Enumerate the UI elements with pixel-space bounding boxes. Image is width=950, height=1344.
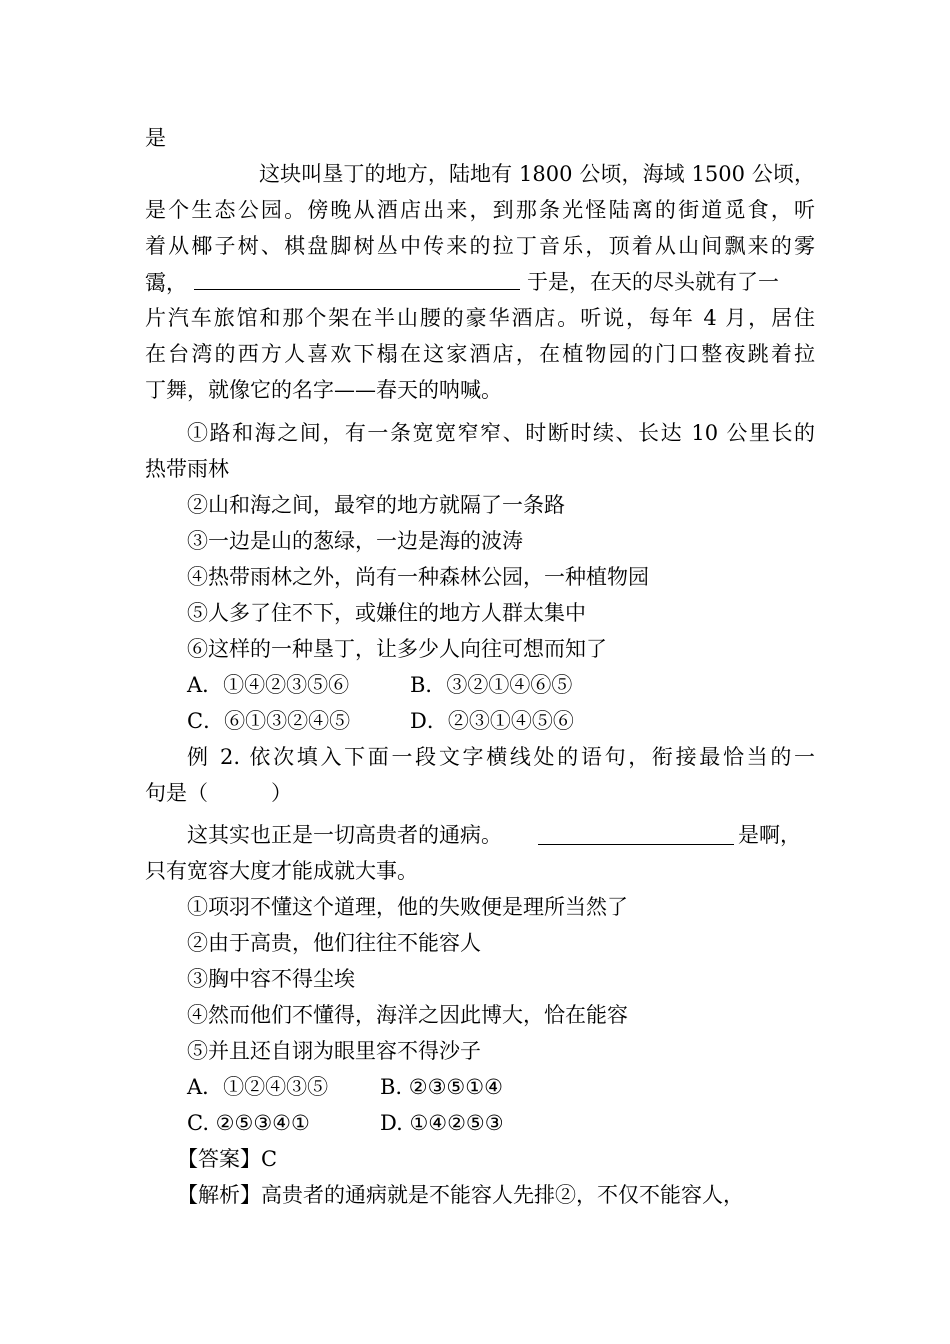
text-segment: 于是，在天的尽头就有了一 xyxy=(527,270,779,294)
text-segment: 是啊， xyxy=(738,823,801,847)
text-line: 热带雨林 xyxy=(145,457,229,481)
text-line: 句是（ ） xyxy=(145,781,292,805)
text-line: ②由于高贵，他们往往不能容人 xyxy=(187,931,481,955)
fill-in-blank xyxy=(538,824,734,845)
text-line: 着从椰子树、棋盘脚树丛中传来的拉丁音乐，顶着从山间飘来的雾 xyxy=(145,234,815,258)
text-line: 片汽车旅馆和那个架在半山腰的豪华酒店。听说，每年 4 月，居住 xyxy=(145,306,815,330)
text-segment: 这其实也正是一切高贵者的通病。 xyxy=(187,823,502,847)
text-line: 这块叫垦丁的地方，陆地有 1800 公顷，海域 1500 公顷， xyxy=(259,162,815,186)
text-line: 是 xyxy=(145,126,166,150)
option-c: C．⑥①③②④⑤ xyxy=(187,709,351,733)
text-line: ⑤并且还自诩为眼里容不得沙子 xyxy=(187,1039,481,1063)
text-segment: 霭， xyxy=(145,271,187,295)
option-a: A．①②④③⑤ xyxy=(187,1075,329,1099)
option-a: A．①④②③⑤⑥ xyxy=(187,673,350,697)
option-d: D．②③①④⑤⑥ xyxy=(410,709,574,733)
text-line: 是个生态公园。傍晚从酒店出来，到那条光怪陆离的街道觅食，听 xyxy=(145,198,815,222)
option-b: B．③②①④⑥⑤ xyxy=(410,673,573,697)
analysis-line: 【解析】高贵者的通病就是不能容人先排②，不仅不能容人， xyxy=(177,1183,744,1207)
text-line: ③胸中容不得尘埃 xyxy=(187,967,355,991)
question-title: 例 2. 依次填入下面一段文字横线处的语句，衔接最恰当的一 xyxy=(187,745,815,769)
text-line xyxy=(145,269,815,295)
text-line xyxy=(187,822,815,848)
text-line: ②山和海之间，最窄的地方就隔了一条路 xyxy=(187,493,565,517)
text-line: ①路和海之间，有一条宽宽窄窄、时断时续、长达 10 公里长的 xyxy=(187,421,815,445)
answer-line: 【答案】C xyxy=(177,1147,278,1171)
option-c: C. ②⑤③④① xyxy=(187,1111,310,1135)
text-line: 只有宽容大度才能成就大事。 xyxy=(145,859,418,883)
text-line: ⑤人多了住不下，或嫌住的地方人群太集中 xyxy=(187,601,586,625)
text-line: ④热带雨林之外，尚有一种森林公园，一种植物园 xyxy=(187,565,649,589)
option-b: B. ②③⑤①④ xyxy=(380,1075,503,1099)
text-line: ③一边是山的葱绿，一边是海的波涛 xyxy=(187,529,523,553)
text-line: ④然而他们不懂得，海洋之因此博大，恰在能容 xyxy=(187,1003,628,1027)
fill-in-blank xyxy=(194,269,520,290)
option-d: D. ①④②⑤③ xyxy=(380,1111,504,1135)
text-line: ⑥这样的一种垦丁，让多少人向往可想而知了 xyxy=(187,637,607,661)
text-line: 在台湾的西方人喜欢下榻在这家酒店，在植物园的门口整夜跳着拉 xyxy=(145,342,815,366)
text-line: ①项羽不懂这个道理，他的失败便是理所当然了 xyxy=(187,895,628,919)
text-line: 丁舞，就像它的名字——春天的呐喊。 xyxy=(145,378,502,402)
